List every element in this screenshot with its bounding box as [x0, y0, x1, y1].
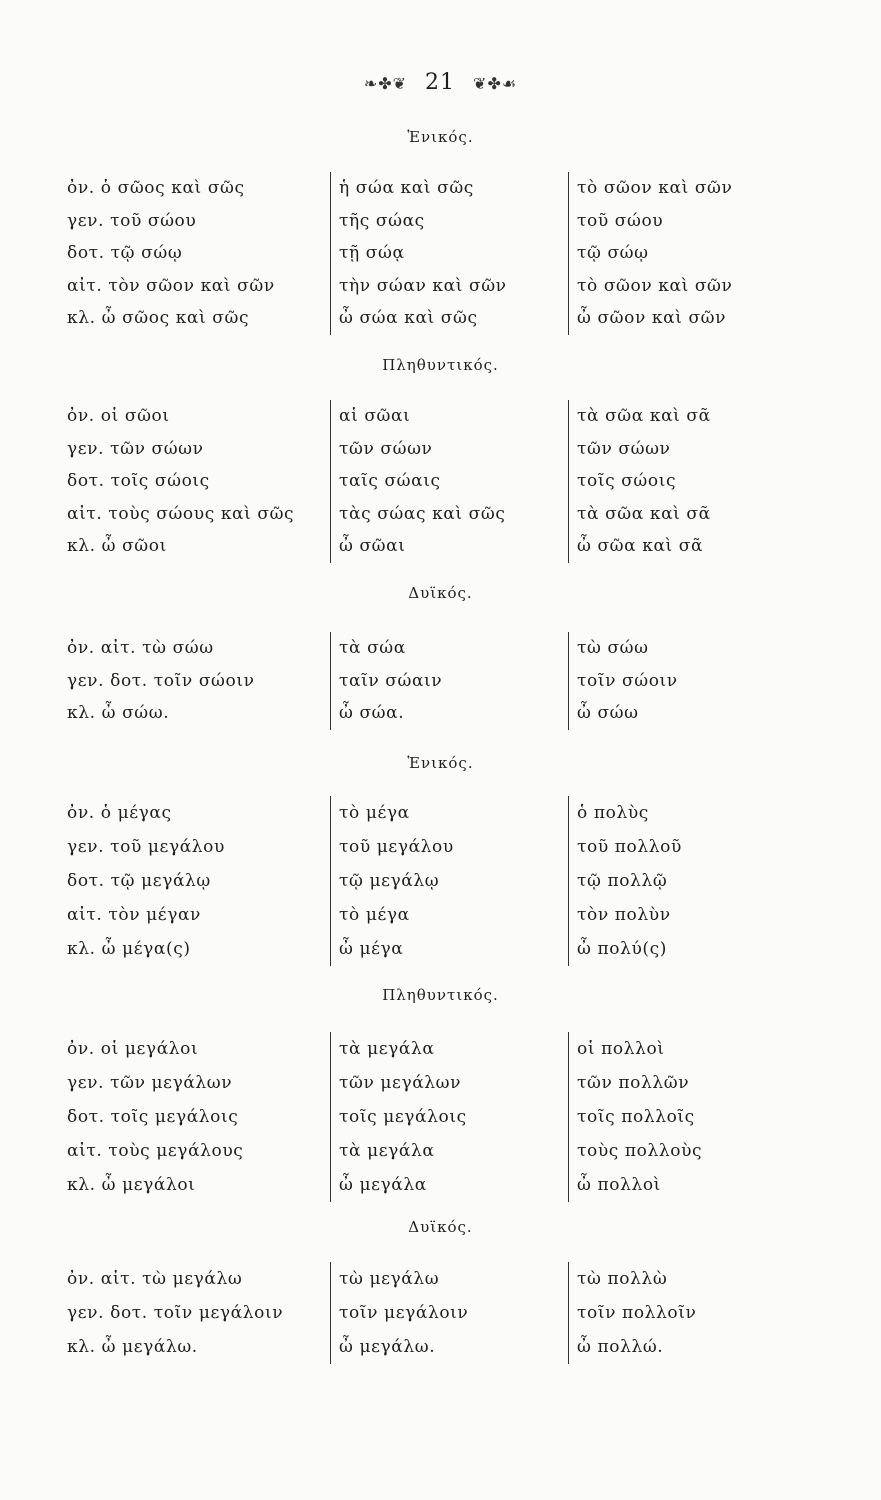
table-row: ὦ πολύ(ς) — [577, 939, 667, 959]
table-row: τῶν πολλῶν — [577, 1073, 690, 1093]
table-row: ὀν. ὁ σῶος καὶ σῶς — [67, 178, 245, 198]
table-row: ὦ σῶον καὶ σῶν — [577, 308, 727, 329]
table-row: ὦ μεγάλα — [339, 1175, 427, 1195]
table-row: αἰτ. τὸν μέγαν — [67, 905, 201, 925]
column-neuter — [568, 400, 813, 563]
table-row: τῷ πολλῷ — [577, 871, 668, 891]
table-row: τὸ μέγα — [339, 905, 410, 925]
table-row: τοῖν σώοιν — [577, 670, 678, 691]
table-row: ὦ σώα. — [339, 703, 405, 724]
heading-dual-2: Δυϊκός. — [408, 1218, 473, 1236]
table-row: τὸ σῶον καὶ σῶν — [577, 275, 733, 296]
table-row: ὦ πολλοὶ — [577, 1175, 661, 1195]
table-row: τῷ μεγάλῳ — [339, 871, 440, 891]
table-row: ὦ σώω — [577, 703, 639, 724]
table-row: γεν. τῶν σώων — [67, 438, 204, 459]
table-row: δοτ. τῷ σώῳ — [67, 243, 183, 264]
table-row: τὰ μεγάλα — [339, 1141, 435, 1161]
table-row: αἱ σῶαι — [339, 406, 411, 426]
table-row: ὀν. οἱ σῶοι — [67, 406, 170, 426]
table-row: δοτ. τοῖς μεγάλοις — [67, 1107, 239, 1127]
table-row: τὼ πολλὼ — [577, 1269, 668, 1289]
table-row: κλ. ὦ μεγάλοι — [67, 1175, 196, 1195]
table-row: ὁ πολὺς — [577, 803, 649, 823]
column-masculine — [67, 796, 332, 966]
table-row: τοῖς σώοις — [577, 471, 677, 492]
column-polys — [568, 1032, 813, 1202]
heading-plural-1: Πληθυντικός. — [382, 356, 499, 374]
column-masculine — [67, 1262, 332, 1364]
heading-singular-1: Ἑνικός. — [407, 128, 474, 146]
column-feminine — [330, 172, 575, 335]
table-row: ὦ σῶαι — [339, 536, 406, 557]
ornament-left-icon: ❧✤❦ — [363, 74, 408, 93]
column-neuter — [568, 172, 813, 335]
table-row: κλ. ὦ μέγα(ς) — [67, 939, 191, 959]
ornament-right-icon: ❦✤☙ — [473, 74, 518, 93]
table-row: ὦ σώα καὶ σῶς — [339, 308, 478, 329]
table-row: τὰ μεγάλα — [339, 1039, 435, 1059]
table-row: δοτ. τῷ μεγάλῳ — [67, 871, 211, 891]
table-row: τὸν πολὺν — [577, 905, 671, 925]
table-row: τὰ σῶα καὶ σᾶ — [577, 503, 711, 524]
page-number-text: 21 — [425, 70, 456, 95]
table-row: δοτ. τοῖς σώοις — [67, 471, 210, 492]
table-row: τοῦ σώου — [577, 210, 664, 231]
table-row: γεν. τῶν μεγάλων — [67, 1073, 233, 1093]
table-row: τῇ σώᾳ — [339, 243, 405, 264]
column-masculine — [67, 400, 332, 563]
table-row: ταῖν σώαιν — [339, 670, 443, 691]
table-row: τὼ σώω — [577, 638, 649, 658]
table-row: ὀν. αἰτ. τὼ μεγάλω — [67, 1269, 243, 1289]
table-row: κλ. ὦ μεγάλω. — [67, 1337, 198, 1357]
table-row: τὴν σώαν καὶ σῶν — [339, 275, 507, 296]
table-row: ὀν. οἱ μεγάλοι — [67, 1039, 199, 1059]
table-row: τοῦ μεγάλου — [339, 837, 454, 857]
column-masculine — [67, 632, 332, 730]
heading-plural-2: Πληθυντικός. — [382, 986, 499, 1004]
table-row: αἰτ. τοὺς σώους καὶ σῶς — [67, 503, 295, 524]
table-row: αἰτ. τοὺς μεγάλους — [67, 1141, 244, 1161]
table-row: τῶν σώων — [577, 438, 671, 459]
table-row: τῶν μεγάλων — [339, 1073, 462, 1093]
column-masculine — [67, 1032, 332, 1202]
column-neuter — [330, 1032, 575, 1202]
table-row: ὀν. αἰτ. τὼ σώω — [67, 638, 214, 658]
column-polys — [568, 796, 813, 966]
table-row: γεν. τοῦ σώου — [67, 210, 197, 231]
page-number — [0, 70, 881, 95]
table-row: τοῖν πολλοῖν — [577, 1303, 697, 1323]
table-row: τοῦ πολλοῦ — [577, 837, 682, 857]
column-feminine — [330, 400, 575, 563]
table-row: τῷ σώῳ — [577, 243, 649, 264]
table-row: τοῖν μεγάλοιν — [339, 1303, 469, 1323]
table-row: τῆς σώας — [339, 210, 425, 231]
column-neuter — [330, 1262, 575, 1364]
heading-dual-1: Δυϊκός. — [408, 584, 473, 602]
table-row: τὸ μέγα — [339, 803, 410, 823]
table-row: τὼ μεγάλω — [339, 1269, 440, 1289]
table-row: γεν. δοτ. τοῖν μεγάλοιν — [67, 1303, 284, 1323]
table-row: τὰ σῶα καὶ σᾶ — [577, 406, 711, 426]
table-row: κλ. ὦ σῶος καὶ σῶς — [67, 308, 250, 329]
table-row: τοῖς μεγάλοις — [339, 1107, 467, 1127]
table-row: ὦ μεγάλω. — [339, 1337, 436, 1357]
table-row: τὰς σώας καὶ σῶς — [339, 503, 506, 524]
table-row: τῶν σώων — [339, 438, 433, 459]
table-row: ὦ πολλώ. — [577, 1337, 664, 1357]
column-masculine — [67, 172, 332, 335]
table-row: κλ. ὦ σώω. — [67, 703, 170, 724]
table-row: γεν. τοῦ μεγάλου — [67, 837, 225, 857]
table-row: ὦ μέγα — [339, 939, 404, 959]
table-row: τοῖς πολλοῖς — [577, 1107, 695, 1127]
table-row: γεν. δοτ. τοῖν σώοιν — [67, 670, 255, 691]
table-row: τοὺς πολλοὺς — [577, 1141, 703, 1161]
table-row: οἱ πολλοὶ — [577, 1039, 665, 1059]
column-polys — [568, 1262, 813, 1364]
column-neuter — [330, 796, 575, 966]
table-row: ἡ σώα καὶ σῶς — [339, 178, 474, 198]
table-row: τὸ σῶον καὶ σῶν — [577, 178, 733, 198]
table-row: ταῖς σώαις — [339, 471, 441, 492]
column-feminine — [330, 632, 575, 730]
heading-singular-2: Ἑνικός. — [407, 754, 474, 772]
table-row: ὦ σῶα καὶ σᾶ — [577, 536, 704, 557]
table-row: τὰ σώα — [339, 638, 406, 658]
table-row: ὀν. ὁ μέγας — [67, 803, 172, 823]
table-row: αἰτ. τὸν σῶον καὶ σῶν — [67, 275, 275, 296]
table-row: κλ. ὦ σῶοι — [67, 536, 167, 557]
column-neuter — [568, 632, 813, 730]
